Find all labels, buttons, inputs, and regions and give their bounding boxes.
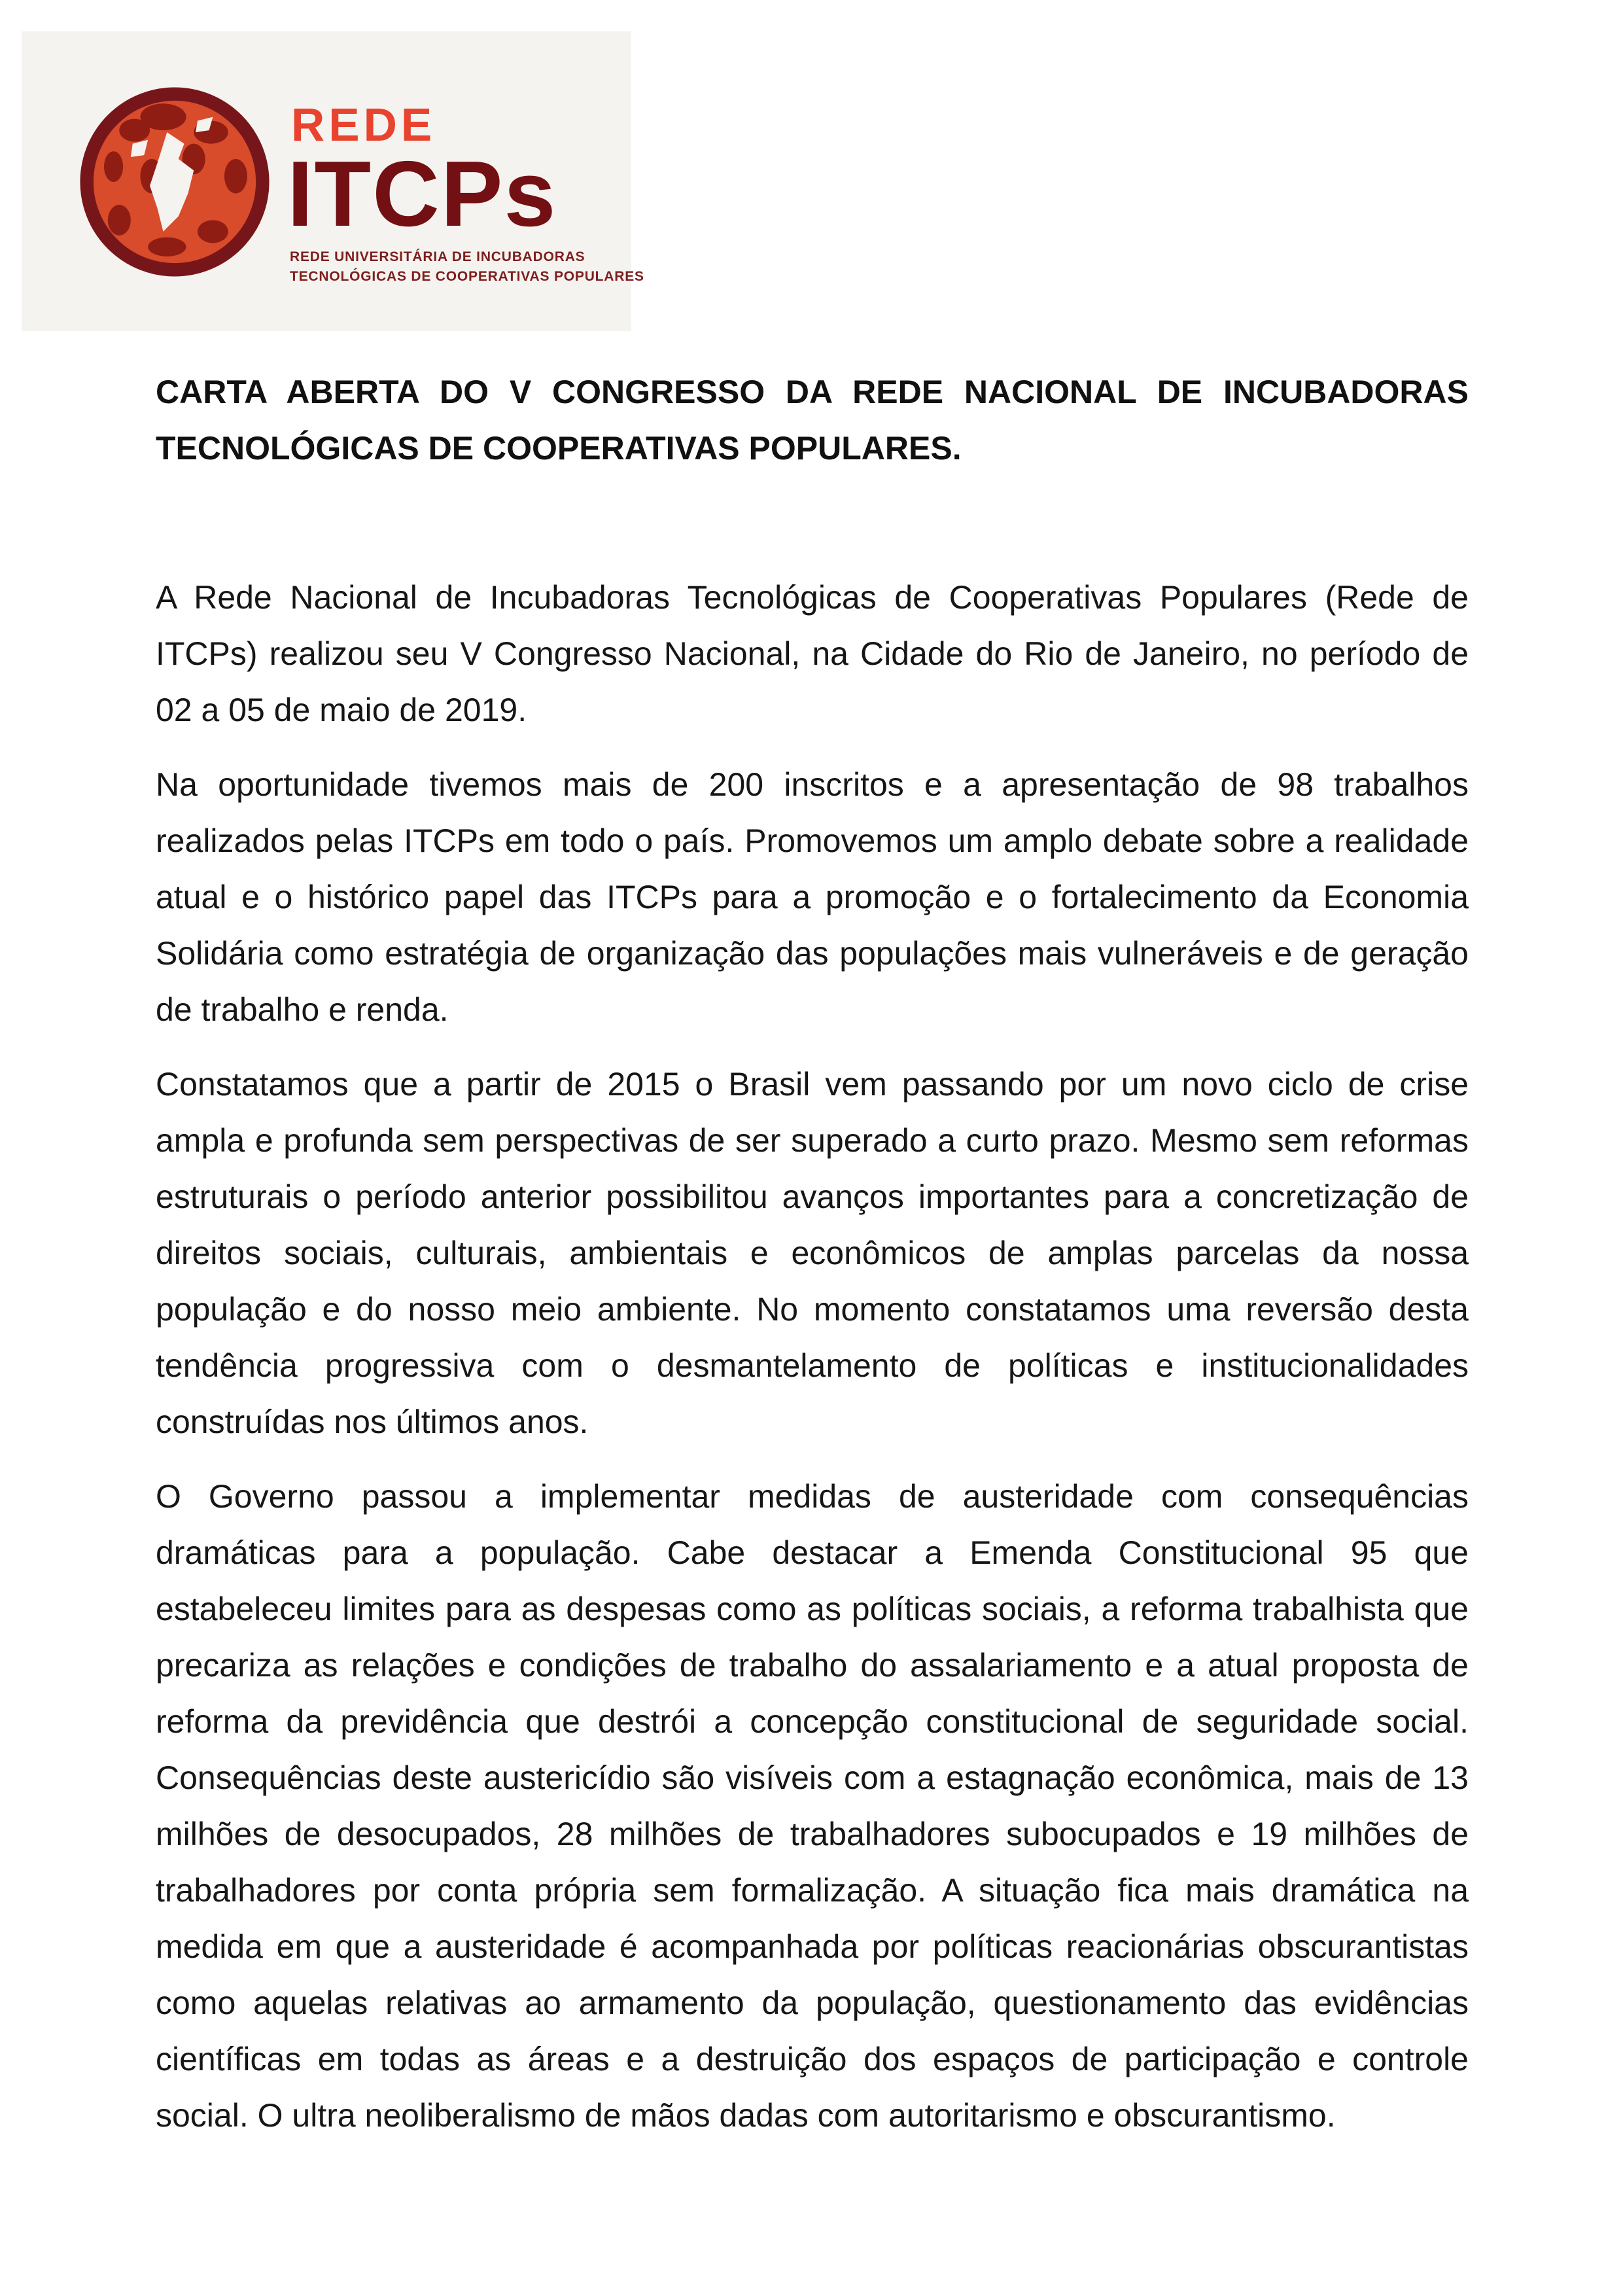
letter-body [156, 364, 1469, 2162]
paragraph-3: Constatamos que a partir de 2015 o Brasil vem passando por um novo ciclo de crise ampla e profunda sem perspectivas de ser superado a curto prazo. Mesmo sem reformas estruturais o período anterior possibilitou avanços importantes para a concretização de direitos sociais, culturais, ambientais e econômicos de amplas parcelas da nossa população e do nosso meio ambiente. No momento constatamos uma reversão desta tendência progressiva com o desmantelamento de políticas e institucionalidades construídas nos últimos anos. [156, 1066, 1469, 1440]
logo-tagline-line2: TECNOLÓGICAS DE COOPERATIVAS POPULARES [290, 269, 644, 284]
paragraph-2: Na oportunidade tivemos mais de 200 inscritos e a apresentação de 98 trabalhos realizados pelas ITCPs em todo o país. Promovemos um amplo debate sobre a realidade atual e o histórico papel das ITCPs para a promoção e o fortalecimento da Economia Solidária como estratégia de organização das populações mais vulneráveis e de geração de trabalho e renda. [156, 766, 1469, 1028]
paragraph-4: O Governo passou a implementar medidas de austeridade com consequências dramáticas para a população. Cabe destacar a Emenda Constitucional 95 que estabeleceu limites para as despesas como as políticas sociais, a reforma trabalhista que precariza as relações e condições de trabalho do assalariamento e a atual proposta de reforma da previdência que destrói a concepção constitucional de seguridade social. Consequências deste austericídio são visíveis com a estagnação econômica, mais de 13 milhões de desocupados, 28 milhões de trabalhadores subocupados e 19 milhões de trabalhadores por conta própria sem formalização. A situação fica mais dramática na medida em que a austeridade é acompanhada por políticas reacionárias obscurantistas como aquelas relativas ao armamento da população, questionamento das evidências científicas em todas as áreas e a destruição dos espaços de participação e controle social. O ultra neoliberalismo de mãos dadas com autoritarismo e obscurantismo. [156, 1478, 1469, 2134]
logo-tagline [290, 247, 644, 287]
logo-tagline-line1: REDE UNIVERSITÁRIA DE INCUBADORAS [290, 249, 585, 264]
letter-title: CARTA ABERTA DO V CONGRESSO DA REDE NACIONAL DE INCUBADORAS TECNOLÓGICAS DE COOPERATIVAS POPULARES. [156, 374, 1469, 467]
globe-faces-icon [79, 85, 270, 279]
paragraph-1: A Rede Nacional de Incubadoras Tecnológicas de Cooperativas Populares (Rede de ITCPs) realizou seu V Congresso Nacional, na Cidade do Rio de Janeiro, no período de 02 a 05 de maio de 2019. [156, 579, 1469, 728]
rede-itcps-logo [22, 31, 644, 331]
logo-brand-rede: REDE [291, 99, 436, 151]
logo-brand-itcps: ITCPs [287, 142, 557, 246]
